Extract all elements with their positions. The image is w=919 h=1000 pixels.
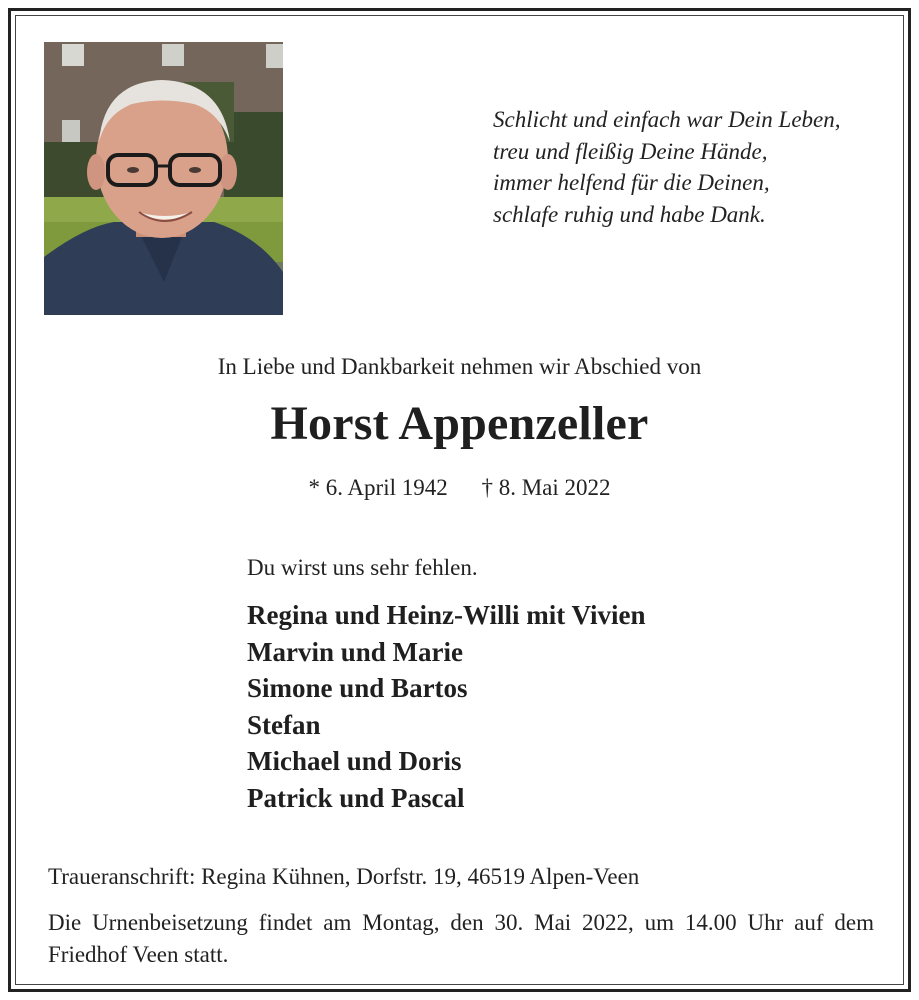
- poem: [493, 104, 893, 230]
- family-entry: Michael und Doris: [247, 746, 462, 777]
- poem-line: treu und fleißig Deine Hände,: [493, 138, 768, 164]
- farewell-text: Du wirst uns sehr fehlen.: [247, 555, 478, 580]
- family-entry: Marvin und Marie: [247, 636, 463, 667]
- birth-date: * 6. April 1942: [308, 475, 448, 500]
- mourning-address: Traueranschrift: Regina Kühnen, Dorfstr. 19, 46519 Alpen-Veen: [48, 864, 640, 889]
- death-date: † 8. Mai 2022: [481, 475, 611, 500]
- poem-line: immer helfend für die Deinen,: [493, 170, 770, 195]
- deceased-name: Horst Appenzeller: [270, 397, 649, 450]
- family-entry: Regina und Heinz-Willi mit Vivien: [247, 600, 646, 630]
- poem-line: schlafe ruhig und habe Dank.: [493, 201, 766, 227]
- family-entry: Simone und Bartos: [247, 673, 468, 704]
- intro-text: In Liebe und Dankbarkeit nehmen wir Abschied von: [217, 354, 702, 379]
- family-entry: Patrick und Pascal: [247, 782, 465, 813]
- portrait-photo: [44, 42, 283, 315]
- family-list: [247, 597, 646, 817]
- family-entry: Stefan: [247, 709, 321, 740]
- life-dates: [0, 475, 919, 501]
- burial-notice: Die Urnenbeisetzung findet am Montag, den 30. Mai 2022, um 14.00 Uhr auf dem Friedhof Veen statt.: [48, 910, 874, 967]
- poem-line: Schlicht und einfach war Dein Leben,: [493, 107, 841, 132]
